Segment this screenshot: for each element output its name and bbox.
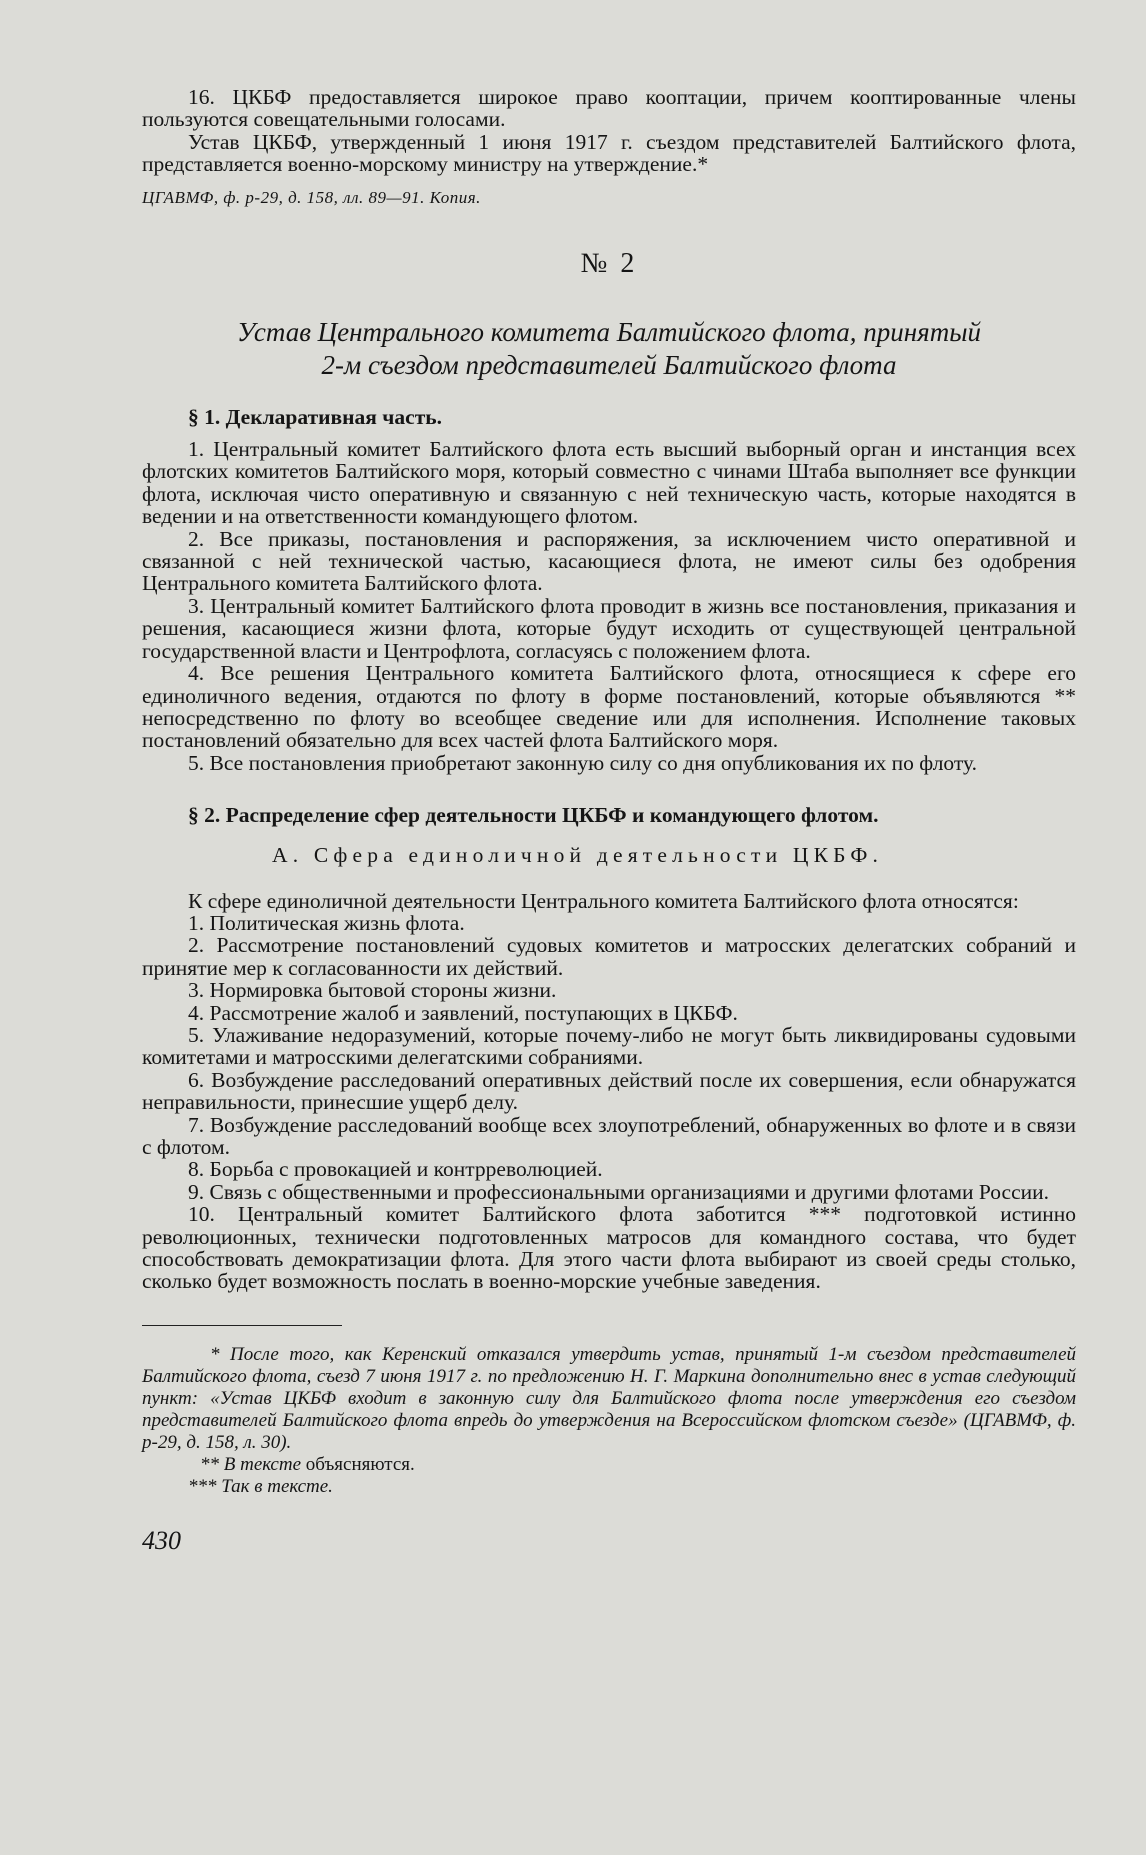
document-title-line-1: Устав Центрального комитета Балтийского флота, принятый [236,316,982,347]
section-1-body [142,438,1076,774]
section-2-subheading: А. Сфера единоличной деятельности ЦКБФ. [272,842,884,867]
section-2-heading: § 2. Распределение сфер деятельности ЦКБФ и командующего флотом. [188,803,879,828]
archive-source: ЦГАВМФ, ф. р-29, д. 158, лл. 89—91. Копия. [142,187,481,207]
section-2-item: 10. Центральный комитет Балтийского флота заботится *** подготовкой истинно революционных, технически подготовленных матросов для командного состава, что будет способствовать демократизации флота. Для этого части флота выбирают из своей среды столько, сколько будет возможность послать в военно-морские учебные заведения. [142,1202,1076,1294]
section-2-item: 2. Рассмотрение постановлений судовых комитетов и матросских делегатских собраний и принятие мер к согласованности их действий. [142,933,1076,980]
section-2-item: 3. Нормировка бытовой стороны жизни. [188,978,557,1003]
section-2-item: 1. Политическая жизнь флота. [188,910,465,935]
section-2-item: 8. Борьба с провокацией и контрреволюцией. [188,1157,603,1182]
document-title-line-2: 2-м съездом представителей Балтийского флота [321,349,897,380]
document-page [142,86,1076,1556]
section-1-item: 4. Все решения Центрального комитета Балтийского флота, относящиеся к сфере его единоличного ведения, отдаются по флоту в форме постановлений, которые объявляются ** непосредственно по флоту во всеобщее сведение или для исполнения. Исполнение таковых постановлений обязательно для всех частей флота Балтийского моря. [142,661,1076,753]
section-1-item: 2. Все приказы, постановления и распоряжения, за исключением чисто оперативной и связанной с ней технической частью, касающиеся флота, не имеют силы без одобрения Центрального комитета Балтийского флота. [142,526,1076,596]
section-2-item: 5. Улаживание недоразумений, которые почему-либо не могут быть ликвидированы судовыми комитетами и матросскими делегатскими собраниями. [142,1022,1076,1070]
section-1-item: 3. Центральный комитет Балтийского флота проводит в жизнь все постановления, приказания и решения, касающиеся жизни флота, которые будут исходить от существующей центральной государственной власти и Центрофлота, согласуясь с положением флота. [142,593,1076,663]
document-title [142,316,1076,382]
footnote-2-text: объясняются. [301,1453,415,1475]
paragraph-16: 16. ЦКБФ предоставляется широкое право кооптации, причем кооптированные члены пользуются совещательными голосами. [142,85,1076,132]
section-2-item: 7. Возбуждение расследований вообще всех злоупотреблений, обнаруженных во флоте и в связи с флотом. [142,1112,1076,1159]
section-1-item: 1. Центральный комитет Балтийского флота есть высший выборный орган и инстанция всех флотских комитетов Балтийского моря, который совместно с чинами Штаба выполняет все функции флота, исключая чисто оперативную и связанную с ней техническую часть, которые находятся в ведении и на ответственности командующего флотом. [142,437,1076,529]
footnote-3: *** Так в тексте. [188,1475,333,1497]
section-1-item: 5. Все постановления приобретают законную силу со дня опубликования их по флоту. [188,750,977,775]
footnote-2-mark: ** В тексте [200,1453,302,1475]
footnote-divider [142,1325,342,1326]
section-1-heading: § 1. Декларативная часть. [188,404,443,429]
section-2-item: 9. Связь с общественными и профессиональными организациями и другими флотами России. [188,1179,1050,1204]
section-2-intro: К сфере единоличной деятельности Центрального комитета Балтийского флота относятся: [188,888,1019,913]
paragraph-charter-approval: Устав ЦКБФ, утвержденный 1 июня 1917 г. съездом представителей Балтийского флота, представляется военно-морскому министру на утверждение.* [142,129,1076,177]
footnote-1: * После того, как Керенский отказался утвердить устав, принятый 1-м съездом представителей Балтийского флота, съезд 7 июня 1917 г. по предложению Н. Г. Маркина дополнительно внес в устав следующий пункт: «Устав ЦКБФ входит в законную силу для Балтийского флота после утверждения его съездом представителей Балтийского флота впредь до утверждения на Всероссийском флотском съезде» (ЦГАВМФ, ф. р-29, д. 158, л. 30). [142,1343,1076,1453]
page-number: 430 [142,1525,181,1555]
section-2-item: 4. Рассмотрение жалоб и заявлений, поступающих в ЦКБФ. [188,1000,738,1025]
section-2-body [142,890,1076,1293]
document-number: № 2 [580,247,638,279]
section-2-item: 6. Возбуждение расследований оперативных действий после их совершения, если обнаружатся неправильности, принесшие ущерб делу. [142,1067,1076,1115]
footnote-2 [142,1454,1076,1476]
